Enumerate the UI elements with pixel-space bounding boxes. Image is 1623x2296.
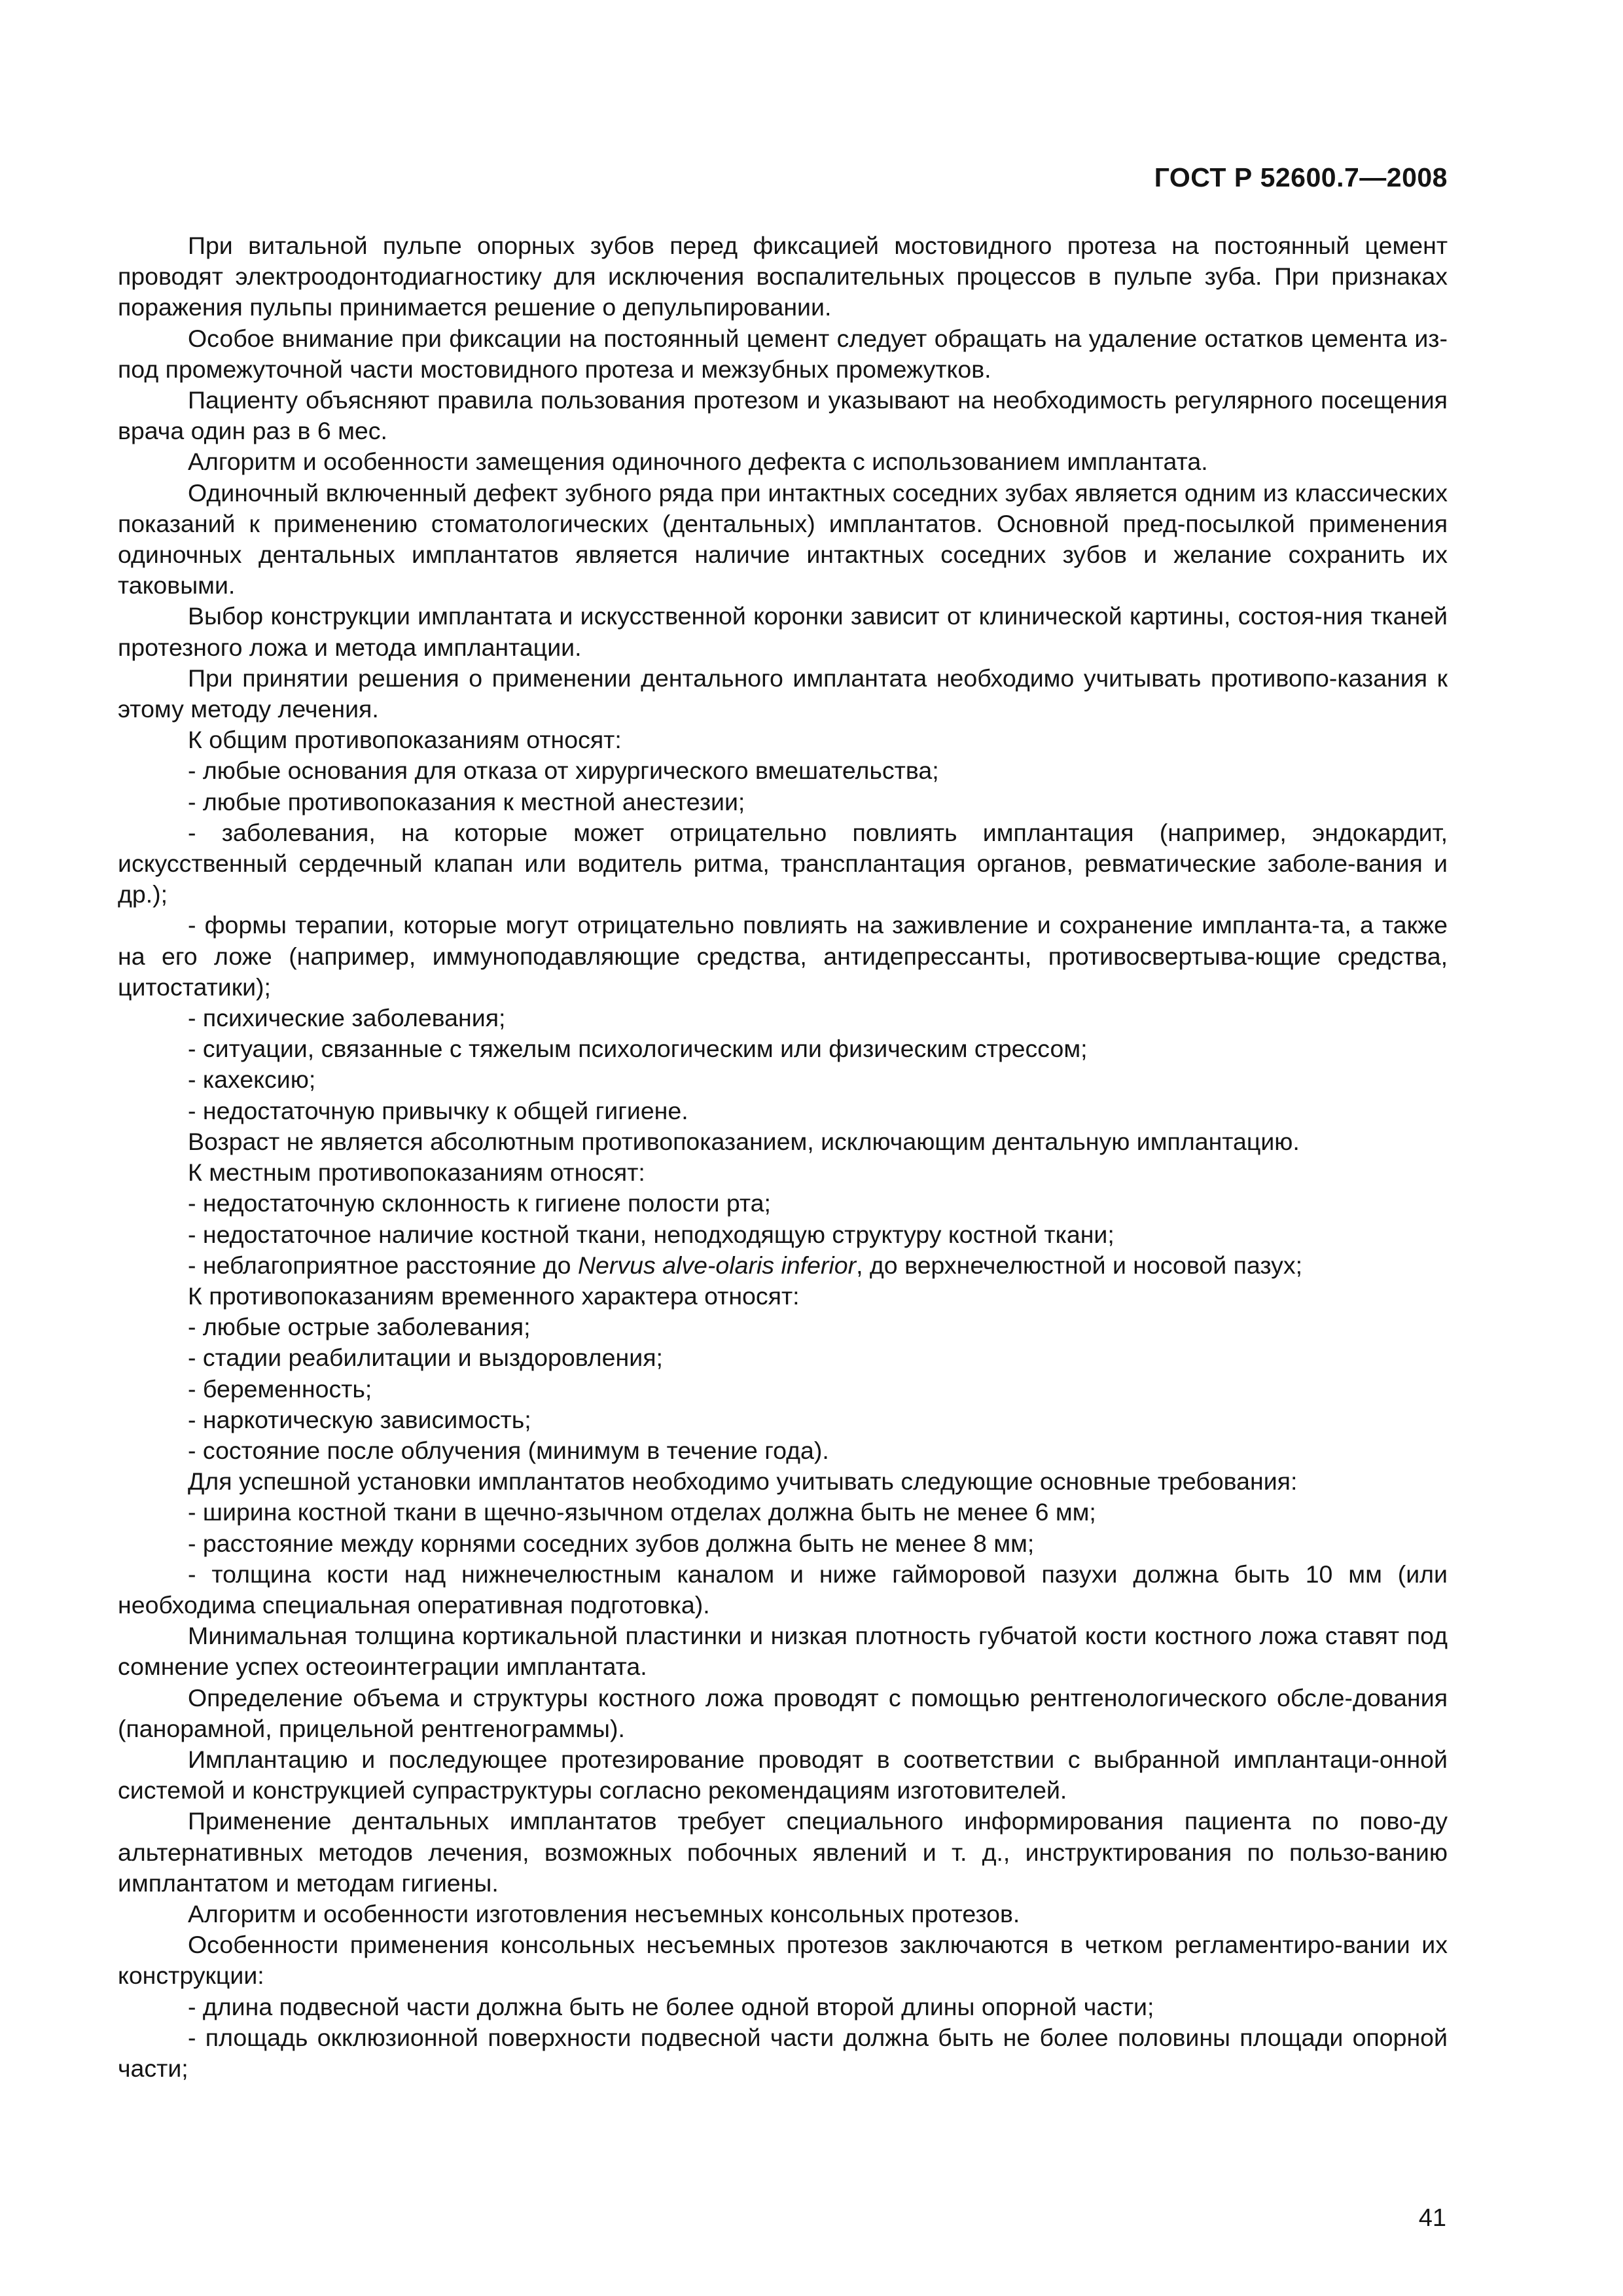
document-code-header: ГОСТ Р 52600.7—2008 [1154,162,1448,192]
paragraph-patient-info: Применение дентальных имплантатов требует специального информирования пациента по пово-ду альтернативных методов лечения, возможных побочных явлений и т. д., инструктирования по пользо-ванию имплантатом и методам гигиены. [118,1807,1448,1897]
list-item: - психические заболевания; [188,1004,506,1032]
nerve-item-prefix: - неблагоприятное расстояние до [188,1251,578,1279]
paragraph-5: Одиночный включенный дефект зубного ряда при интактных соседних зубах является одним из классических показаний к применению стоматологических (дентальных) имплантатов. Основной пред-посылкой применения одиночных дентальных имплантатов является наличие интактных соседних зубов и желание сохранить их таковыми. [118,478,1448,600]
paragraph-3: Пациенту объясняют правила пользования протезом и указывают на необходимость регулярного посещения врача один раз в 6 мес. [118,386,1448,445]
list-item: - толщина кости над нижнечелюстным каналом и ниже гайморовой пазухи должна быть 10 мм (или необходима специальная оперативная подготовка). [118,1560,1448,1619]
paragraph-requirements: Для успешной установки имплантатов необходимо учитывать следующие основные требования: [188,1467,1298,1496]
list-item: - длина подвесной части должна быть не более одной второй длины опорной части; [188,1992,1154,2020]
paragraph-7: При принятии решения о применении дентального имплантата необходимо учитывать противопо-казания к этому методу лечения. [118,664,1448,723]
list-item: - ситуации, связанные с тяжелым психологическим или физическим стрессом; [188,1035,1088,1063]
list-item: - заболевания, на которые может отрицательно повлиять имплантация (например, эндокардит, искусственный сердечный клапан или водитель ритма, трансплантация органов, ревматические заболе-вания и др.); [118,818,1448,908]
paragraph-cantilever-algorithm: Алгоритм и особенности изготовления несъемных консольных протезов. [188,1899,1020,1928]
paragraph-local-contraindications: К местным противопоказаниям относят: [188,1158,645,1187]
list-item: - недостаточное наличие костной ткани, неподходящую структуру костной ткани; [188,1220,1115,1248]
paragraph-prosthetics: Имплантацию и последующее протезирование проводят в соответствии с выбранной имплантаци-онной системой и конструкцией супраструктуры согласно рекомендациям изготовителей. [118,1745,1448,1804]
nerve-item-latin-term: Nervus alve-olaris inferior [577,1251,857,1279]
nerve-item-suffix: , до верхнечелюстной и носовой пазух; [856,1251,1303,1279]
paragraph-8: К общим противопоказаниям относят: [188,726,622,754]
list-item: - площадь окклюзионной поверхности подвесной части должна быть не более половины площади опорной части; [118,2023,1448,2082]
paragraph-4: Алгоритм и особенности замещения одиночного дефекта с использованием имплантата. [188,448,1208,476]
list-item: - любые противопоказания к местной анестезии; [188,787,745,816]
paragraph-1: При витальной пульпе опорных зубов перед фиксацией мостовидного протеза на постоянный цемент проводят электроодонтодиагностику для исключения воспалительных процессов в пульпе зуба. При признаках поражения пульпы принимается решение о депульпировании. [118,232,1448,321]
page-number: 41 [1418,2204,1446,2232]
list-item: - наркотическую зависимость; [188,1405,531,1433]
list-item: - расстояние между корнями соседних зубов должна быть не менее 8 мм; [188,1529,1035,1557]
list-item: - формы терапии, которые могут отрицательно повлиять на заживление и сохранение импланта-та, а также на его ложе (например, иммуноподавляющие средства, антидепрессанты, противосвертыва-ющие средства, цитостатики); [118,911,1448,1001]
list-item-nerve [118,1250,1448,1281]
paragraph-cantilever-features: Особенности применения консольных несъемных протезов заключаются в четком регламентиро-вании их конструкции: [118,1931,1448,1990]
list-item: - состояние после облучения (минимум в течение года). [188,1436,829,1464]
paragraph-xray: Определение объема и структуры костного ложа проводят с помощью рентгенологического обсле-дования (панорамной, прицельной рентгенограммы). [118,1683,1448,1742]
list-item: - любые острые заболевания; [188,1313,531,1341]
list-item: - недостаточную склонность к гигиене полости рта; [188,1189,771,1217]
list-item: - беременность; [188,1374,372,1403]
list-item: - ширина костной ткани в щечно-язычном отделах должна быть не менее 6 мм; [188,1498,1096,1526]
paragraph-age: Возраст не является абсолютным противопоказанием, исключающим дентальную имплантацию. [188,1127,1300,1155]
list-item: - недостаточную привычку к общей гигиене. [188,1096,688,1124]
paragraph-temporary-contraindications: К противопоказаниям временного характера относят: [188,1282,800,1310]
list-item: - любые основания для отказа от хирургического вмешательства; [188,757,939,785]
list-item: - кахексию; [188,1066,316,1094]
paragraph-2: Особое внимание при фиксации на постоянный цемент следует обращать на удаление остатков цемента из-под промежуточной части мостовидного протеза и межзубных промежутков. [118,324,1448,383]
paragraph-cortical: Минимальная толщина кортикальной пластинки и низкая плотность губчатой кости костного ложа ставят под сомнение успех остеоинтеграции имплантата. [118,1622,1448,1681]
list-item: - стадии реабилитации и выздоровления; [188,1344,663,1372]
paragraph-6: Выбор конструкции имплантата и искусственной коронки зависит от клинической картины, состоя-ния тканей протезного ложа и метода имплантации. [118,602,1448,661]
body-text [118,230,1448,2084]
